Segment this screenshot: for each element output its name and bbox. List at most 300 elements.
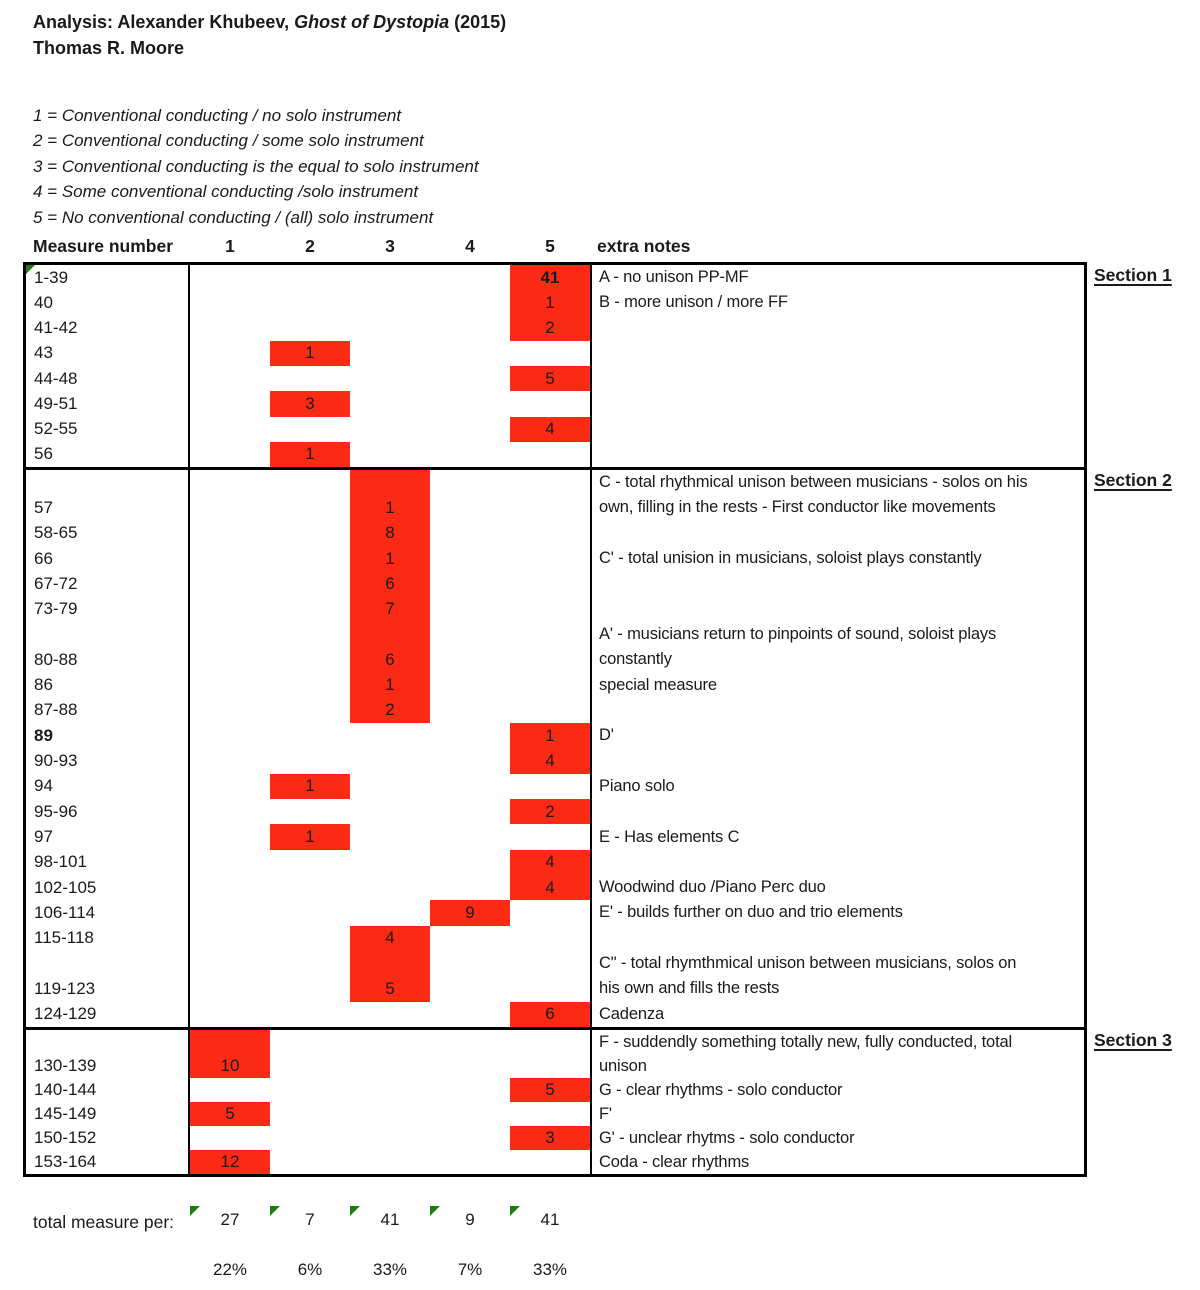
value-cell-col5: 3 [510,1126,590,1150]
value-cell-col1 [190,391,270,416]
value-cell-col3 [350,1150,430,1174]
value-cell-col3: 1 [350,495,430,520]
value-cell-col1 [190,900,270,925]
section-2-label: Section 2 [1094,470,1172,490]
value-cell-col4 [430,546,510,571]
value-cell-col3: 6 [350,647,430,672]
value-cell-col5 [510,824,590,849]
table-row [26,470,1084,495]
value-cell-col2 [270,366,350,391]
value-cell-col5 [510,622,590,647]
value-cell-col3 [350,622,430,647]
percent-value-col2: 6% [297,1259,323,1279]
measure-label: 140-144 [34,1080,97,1099]
note-cell: his own and fills the rests [590,976,1084,1001]
note-cell: Piano solo [590,774,1084,799]
legend-line-4: 4 = Some conventional conducting /solo instrument [33,182,419,202]
table-row [26,875,1084,900]
note-cell: D' [590,723,1084,748]
note-cell: A - no unison PP-MF [590,265,1084,290]
value-cell-col4 [430,341,510,366]
value-cell-col2 [270,1078,350,1102]
measure-label: 58-65 [34,523,78,543]
section-3-label: Section 3 [1094,1030,1172,1050]
value-cell-col4 [430,926,510,951]
value-cell-col5: 6 [510,1002,590,1027]
measure-cell [26,366,190,391]
title-year: (2015) [449,12,507,32]
value-cell-col1 [190,698,270,723]
value-cell-col5: 41 [510,265,590,290]
total-value: 7 [305,1209,315,1229]
percent-value-col4: 7% [457,1259,483,1279]
measure-cell [26,673,190,698]
measure-label: 130-139 [34,1056,97,1075]
value-cell-col2 [270,1002,350,1027]
value-cell-col3 [350,341,430,366]
table-row [26,926,1084,951]
measure-cell [26,622,190,647]
value-cell-col2 [270,926,350,951]
measure-cell [26,824,190,849]
measure-label: 153-164 [34,1152,97,1171]
error-flag-icon [430,1206,440,1216]
measure-cell [26,1054,190,1078]
measure-cell [26,391,190,416]
value-cell-col5 [510,571,590,596]
table-row [26,774,1084,799]
measure-cell [26,1102,190,1126]
value-cell-col2 [270,951,350,976]
value-cell-col5: 4 [510,417,590,442]
value-cell-col2 [270,850,350,875]
measure-label: 44-48 [34,368,78,388]
value-cell-col4 [430,417,510,442]
value-cell-col1 [190,647,270,672]
table-row [26,265,1084,290]
value-cell-col4 [430,774,510,799]
percent-value-col1: 22% [212,1259,248,1279]
measure-label: 97 [34,827,53,847]
value-cell-col3 [350,799,430,824]
note-cell [590,442,1084,467]
value-cell-col4 [430,698,510,723]
value-cell-col4 [430,470,510,495]
total-value: 41 [380,1209,400,1229]
value-cell-col3 [350,316,430,341]
value-cell-col4 [430,1002,510,1027]
table-row [26,622,1084,647]
value-cell-col5 [510,774,590,799]
note-cell: special measure [590,673,1084,698]
measure-cell [26,723,190,748]
value-cell-col4: 9 [430,900,510,925]
table-row [26,316,1084,341]
author-name: Thomas R. Moore [33,38,185,58]
measure-label: 1-39 [34,267,69,287]
value-cell-col2 [270,290,350,315]
value-cell-col1 [190,546,270,571]
value-cell-col4 [430,265,510,290]
table-row [26,290,1084,315]
measure-label: 41-42 [34,318,78,338]
note-cell [590,799,1084,824]
note-cell: A' - musicians return to pinpoints of sound, soloist plays [590,622,1084,647]
value-cell-col5 [510,647,590,672]
measure-label: 150-152 [34,1128,97,1147]
value-cell-col5 [510,900,590,925]
col-header-4: 4 [465,236,475,256]
value-cell-col4 [430,748,510,773]
value-cell-col2 [270,976,350,1001]
value-cell-col1: 10 [190,1054,270,1078]
note-cell: C - total rhythmical unison between musicians - solos on his [590,470,1084,495]
table-row [26,850,1084,875]
measure-cell [26,546,190,571]
value-cell-col4 [430,1030,510,1054]
legend-line-5: 5 = No conventional conducting / (all) solo instrument [33,207,434,227]
note-cell [590,748,1084,773]
measure-cell [26,850,190,875]
value-cell-col4 [430,976,510,1001]
col-header-3: 3 [385,236,395,256]
value-cell-col3 [350,1054,430,1078]
table-row [26,1150,1084,1174]
value-cell-col5 [510,1054,590,1078]
measure-cell [26,951,190,976]
value-cell-col4 [430,366,510,391]
measure-cell [26,875,190,900]
value-cell-col5 [510,546,590,571]
measure-cell [26,976,190,1001]
value-cell-col5: 5 [510,1078,590,1102]
totals-label: total measure per: [33,1212,175,1232]
section-1 [26,265,1084,467]
value-cell-col5 [510,1030,590,1054]
note-cell [590,417,1084,442]
total-value: 41 [540,1209,560,1229]
page-title [33,12,506,33]
measure-cell [26,341,190,366]
value-cell-col2 [270,723,350,748]
value-cell-col5 [510,521,590,546]
table-row [26,824,1084,849]
measure-label: 124-129 [34,1004,97,1024]
note-cell: own, filling in the rests - First conductor like movements [590,495,1084,520]
measure-cell [26,571,190,596]
value-cell-col1 [190,622,270,647]
value-cell-col2 [270,495,350,520]
value-cell-col2 [270,799,350,824]
error-flag-icon [26,265,35,274]
total-value-col2 [270,1206,350,1233]
note-cell [590,391,1084,416]
note-cell [590,521,1084,546]
value-cell-col3: 4 [350,926,430,951]
value-cell-col3 [350,366,430,391]
value-cell-col1 [190,774,270,799]
value-cell-col2 [270,265,350,290]
analysis-table [23,262,1087,1177]
total-value-col3 [350,1206,430,1233]
value-cell-col4 [430,1126,510,1150]
table-row [26,698,1084,723]
value-cell-col4 [430,1102,510,1126]
value-cell-col5: 2 [510,799,590,824]
value-cell-col3 [350,824,430,849]
table-row [26,1102,1084,1126]
measure-cell [26,1150,190,1174]
note-cell [590,597,1084,622]
measure-cell [26,1030,190,1054]
measure-label: 80-88 [34,649,78,669]
value-cell-col3: 5 [350,976,430,1001]
value-cell-col5 [510,391,590,416]
value-cell-col4 [430,647,510,672]
value-cell-col3 [350,442,430,467]
value-cell-col1 [190,290,270,315]
measure-label: 102-105 [34,877,97,897]
table-row [26,723,1084,748]
measure-cell [26,417,190,442]
value-cell-col1 [190,875,270,900]
measure-label: 73-79 [34,599,78,619]
measure-label: 87-88 [34,700,78,720]
value-cell-col2 [270,1030,350,1054]
value-cell-col1 [190,850,270,875]
value-cell-col3 [350,774,430,799]
value-cell-col1 [190,470,270,495]
title-prefix: Analysis: Alexander Khubeev, [33,12,295,32]
measure-label: 95-96 [34,801,78,821]
table-row [26,673,1084,698]
measure-label: 43 [34,343,53,363]
note-cell [590,316,1084,341]
table-row [26,976,1084,1001]
value-cell-col4 [430,1054,510,1078]
value-cell-col1 [190,673,270,698]
measure-label: 66 [34,548,53,568]
col-header-2: 2 [305,236,315,256]
value-cell-col4 [430,316,510,341]
measure-label: 145-149 [34,1104,97,1123]
total-value-col4 [430,1206,510,1233]
col-header-1: 1 [225,236,235,256]
measure-cell [26,1078,190,1102]
value-cell-col3 [350,1030,430,1054]
table-row [26,366,1084,391]
value-cell-col2 [270,1054,350,1078]
value-cell-col1 [190,748,270,773]
value-cell-col5 [510,341,590,366]
note-cell: G - clear rhythms - solo conductor [590,1078,1084,1102]
measure-cell [26,470,190,495]
value-cell-col5: 4 [510,850,590,875]
value-cell-col3 [350,1002,430,1027]
measure-cell [26,799,190,824]
value-cell-col1: 12 [190,1150,270,1174]
legend-line-3: 3 = Conventional conducting is the equal to solo instrument [33,156,479,176]
value-cell-col1 [190,495,270,520]
value-cell-col5: 2 [510,316,590,341]
total-value: 27 [220,1209,240,1229]
value-cell-col4 [430,875,510,900]
table-row [26,597,1084,622]
value-cell-col5 [510,1102,590,1126]
value-cell-col5 [510,951,590,976]
note-cell: Woodwind duo /Piano Perc duo [590,875,1084,900]
col-header-5: 5 [545,236,555,256]
value-cell-col4 [430,495,510,520]
value-cell-col1 [190,951,270,976]
value-cell-col3 [350,1126,430,1150]
value-cell-col2 [270,470,350,495]
value-cell-col2: 1 [270,824,350,849]
value-cell-col3: 8 [350,521,430,546]
total-value-col5 [510,1206,590,1233]
value-cell-col1 [190,366,270,391]
value-cell-col1 [190,442,270,467]
value-cell-col4 [430,442,510,467]
value-cell-col3 [350,470,430,495]
value-cell-col3: 1 [350,673,430,698]
value-cell-col4 [430,673,510,698]
note-cell: G' - unclear rhytms - solo conductor [590,1126,1084,1150]
measure-cell [26,748,190,773]
measure-cell [26,647,190,672]
value-cell-col2 [270,546,350,571]
value-cell-col4 [430,290,510,315]
section-3 [26,1027,1084,1174]
value-cell-col1 [190,926,270,951]
value-cell-col1 [190,1002,270,1027]
table-row [26,799,1084,824]
measure-cell [26,290,190,315]
measure-cell [26,521,190,546]
value-cell-col3 [350,1078,430,1102]
value-cell-col1 [190,265,270,290]
measure-label: 49-51 [34,393,78,413]
measure-cell [26,698,190,723]
note-cell: C' - total unision in musicians, soloist plays constantly [590,546,1084,571]
value-cell-col3 [350,290,430,315]
value-cell-col1 [190,824,270,849]
note-cell: F' [590,1102,1084,1126]
table-row [26,571,1084,596]
value-cell-col5 [510,976,590,1001]
measure-label: 98-101 [34,852,87,872]
value-cell-col5: 4 [510,875,590,900]
note-cell: C" - total rhymthmical unison between musicians, solos on [590,951,1084,976]
measure-label: 89 [34,725,53,745]
value-cell-col3: 7 [350,597,430,622]
table-row [26,951,1084,976]
value-cell-col4 [430,824,510,849]
value-cell-col3 [350,417,430,442]
measure-cell [26,597,190,622]
value-cell-col4 [430,597,510,622]
note-cell: Coda - clear rhythms [590,1150,1084,1174]
value-cell-col2 [270,673,350,698]
value-cell-col1 [190,1126,270,1150]
value-cell-col3 [350,748,430,773]
value-cell-col5: 5 [510,366,590,391]
measure-label: 56 [34,444,53,464]
note-cell [590,571,1084,596]
value-cell-col1 [190,316,270,341]
value-cell-col3 [350,900,430,925]
note-cell [590,341,1084,366]
measure-label: 90-93 [34,751,78,771]
value-cell-col2 [270,900,350,925]
value-cell-col4 [430,951,510,976]
value-cell-col1 [190,976,270,1001]
value-cell-col3 [350,391,430,416]
value-cell-col3 [350,850,430,875]
table-row [26,391,1084,416]
value-cell-col1 [190,1078,270,1102]
table-row [26,417,1084,442]
value-cell-col1 [190,1030,270,1054]
measure-label: 40 [34,292,53,312]
value-cell-col4 [430,521,510,546]
value-cell-col4 [430,799,510,824]
value-cell-col5: 4 [510,748,590,773]
measure-cell [26,900,190,925]
value-cell-col5 [510,698,590,723]
value-cell-col5 [510,673,590,698]
measure-label: 106-114 [34,902,96,922]
value-cell-col2: 1 [270,774,350,799]
measure-cell [26,316,190,341]
measure-label: 86 [34,675,53,695]
value-cell-col5: 1 [510,723,590,748]
value-cell-col3: 6 [350,571,430,596]
section-2 [26,467,1084,1027]
value-cell-col1 [190,417,270,442]
value-cell-col4 [430,1078,510,1102]
value-cell-col1: 5 [190,1102,270,1126]
value-cell-col5 [510,597,590,622]
value-cell-col5 [510,495,590,520]
section-1-label: Section 1 [1094,265,1172,285]
measure-label: 52-55 [34,419,78,439]
measure-label: 67-72 [34,573,78,593]
percent-value-col5: 33% [532,1259,568,1279]
table-row [26,1030,1084,1054]
value-cell-col2 [270,571,350,596]
table-row [26,1078,1084,1102]
value-cell-col5: 1 [510,290,590,315]
note-cell: F - suddendly something totally new, fully conducted, total [590,1030,1084,1054]
measure-number-header: Measure number [33,236,174,256]
value-cell-col2 [270,1150,350,1174]
value-cell-col3 [350,1102,430,1126]
value-cell-col2 [270,1102,350,1126]
value-cell-col1 [190,799,270,824]
value-cell-col1 [190,341,270,366]
legend [33,103,479,230]
measure-label: 57 [34,497,53,517]
measure-cell [26,1002,190,1027]
note-cell [590,698,1084,723]
value-cell-col4 [430,723,510,748]
value-cell-col5 [510,926,590,951]
title-work: Ghost of Dystopia [294,12,450,32]
value-cell-col5 [510,442,590,467]
error-flag-icon [350,1206,360,1216]
table-row [26,748,1084,773]
